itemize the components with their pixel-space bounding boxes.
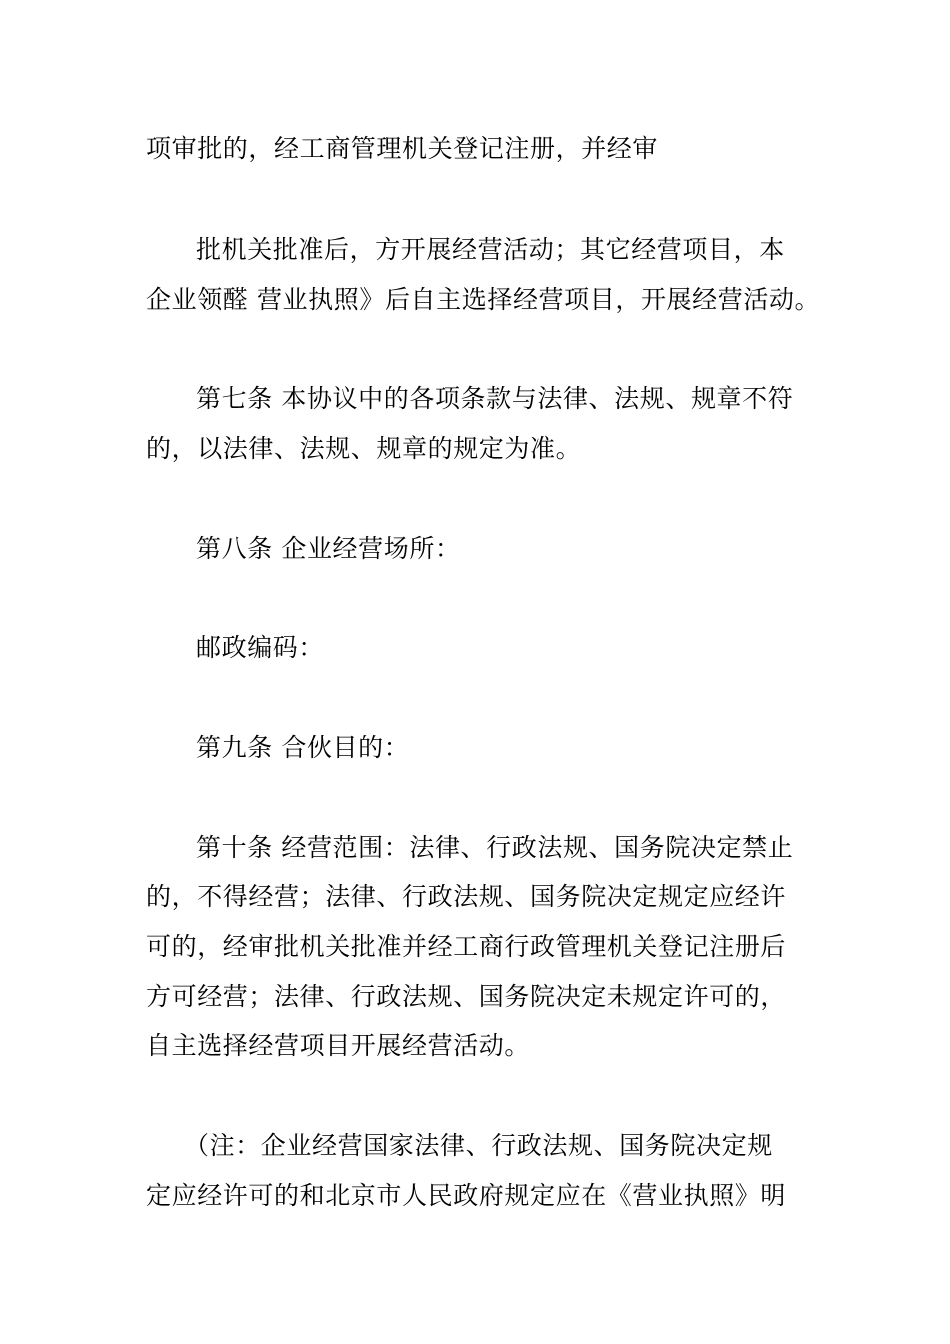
article-10-line-3: 可的，经审批机关批准并经工商行政管理机关登记注册后: [146, 932, 787, 961]
note-line-1: （注：企业经营国家法律、行政法规、国务院决定规: [184, 1131, 773, 1160]
article-8-line: 第八条 企业经营场所：: [196, 534, 461, 563]
article-10-line-5: 自主选择经营项目开展经营活动。: [146, 1031, 531, 1060]
article-10-line-4: 方可经营；法律、行政法规、国务院决定未规定许可的，: [146, 982, 787, 1011]
paragraph-3-line-2: 的，以法律、法规、规章的规定为准。: [146, 434, 582, 463]
article-10-line-1: 第十条 经营范围：法律、行政法规、国务院决定禁止: [196, 833, 794, 862]
article-9-line: 第九条 合伙目的：: [196, 733, 410, 762]
note-line-2: 定应经许可的和北京市人民政府规定应在《营业执照》明: [146, 1181, 787, 1210]
postal-code-line: 邮政编码：: [196, 633, 325, 662]
paragraph-3-line-1: 第七条 本协议中的各项条款与法律、法规、规章不符: [196, 384, 794, 413]
paragraph-2-line-1: 批机关批准后，方开展经营活动；其它经营项目，本: [196, 235, 785, 264]
paragraph-1-line-1: 项审批的，经工商管理机关登记注册，并经审: [146, 134, 659, 163]
article-10-line-2: 的，不得经营；法律、行政法规、国务院决定规定应经许: [146, 882, 787, 911]
paragraph-2-line-2: 企业领醛 营业执照》后自主选择经营项目，开展经营活动。: [146, 285, 821, 314]
